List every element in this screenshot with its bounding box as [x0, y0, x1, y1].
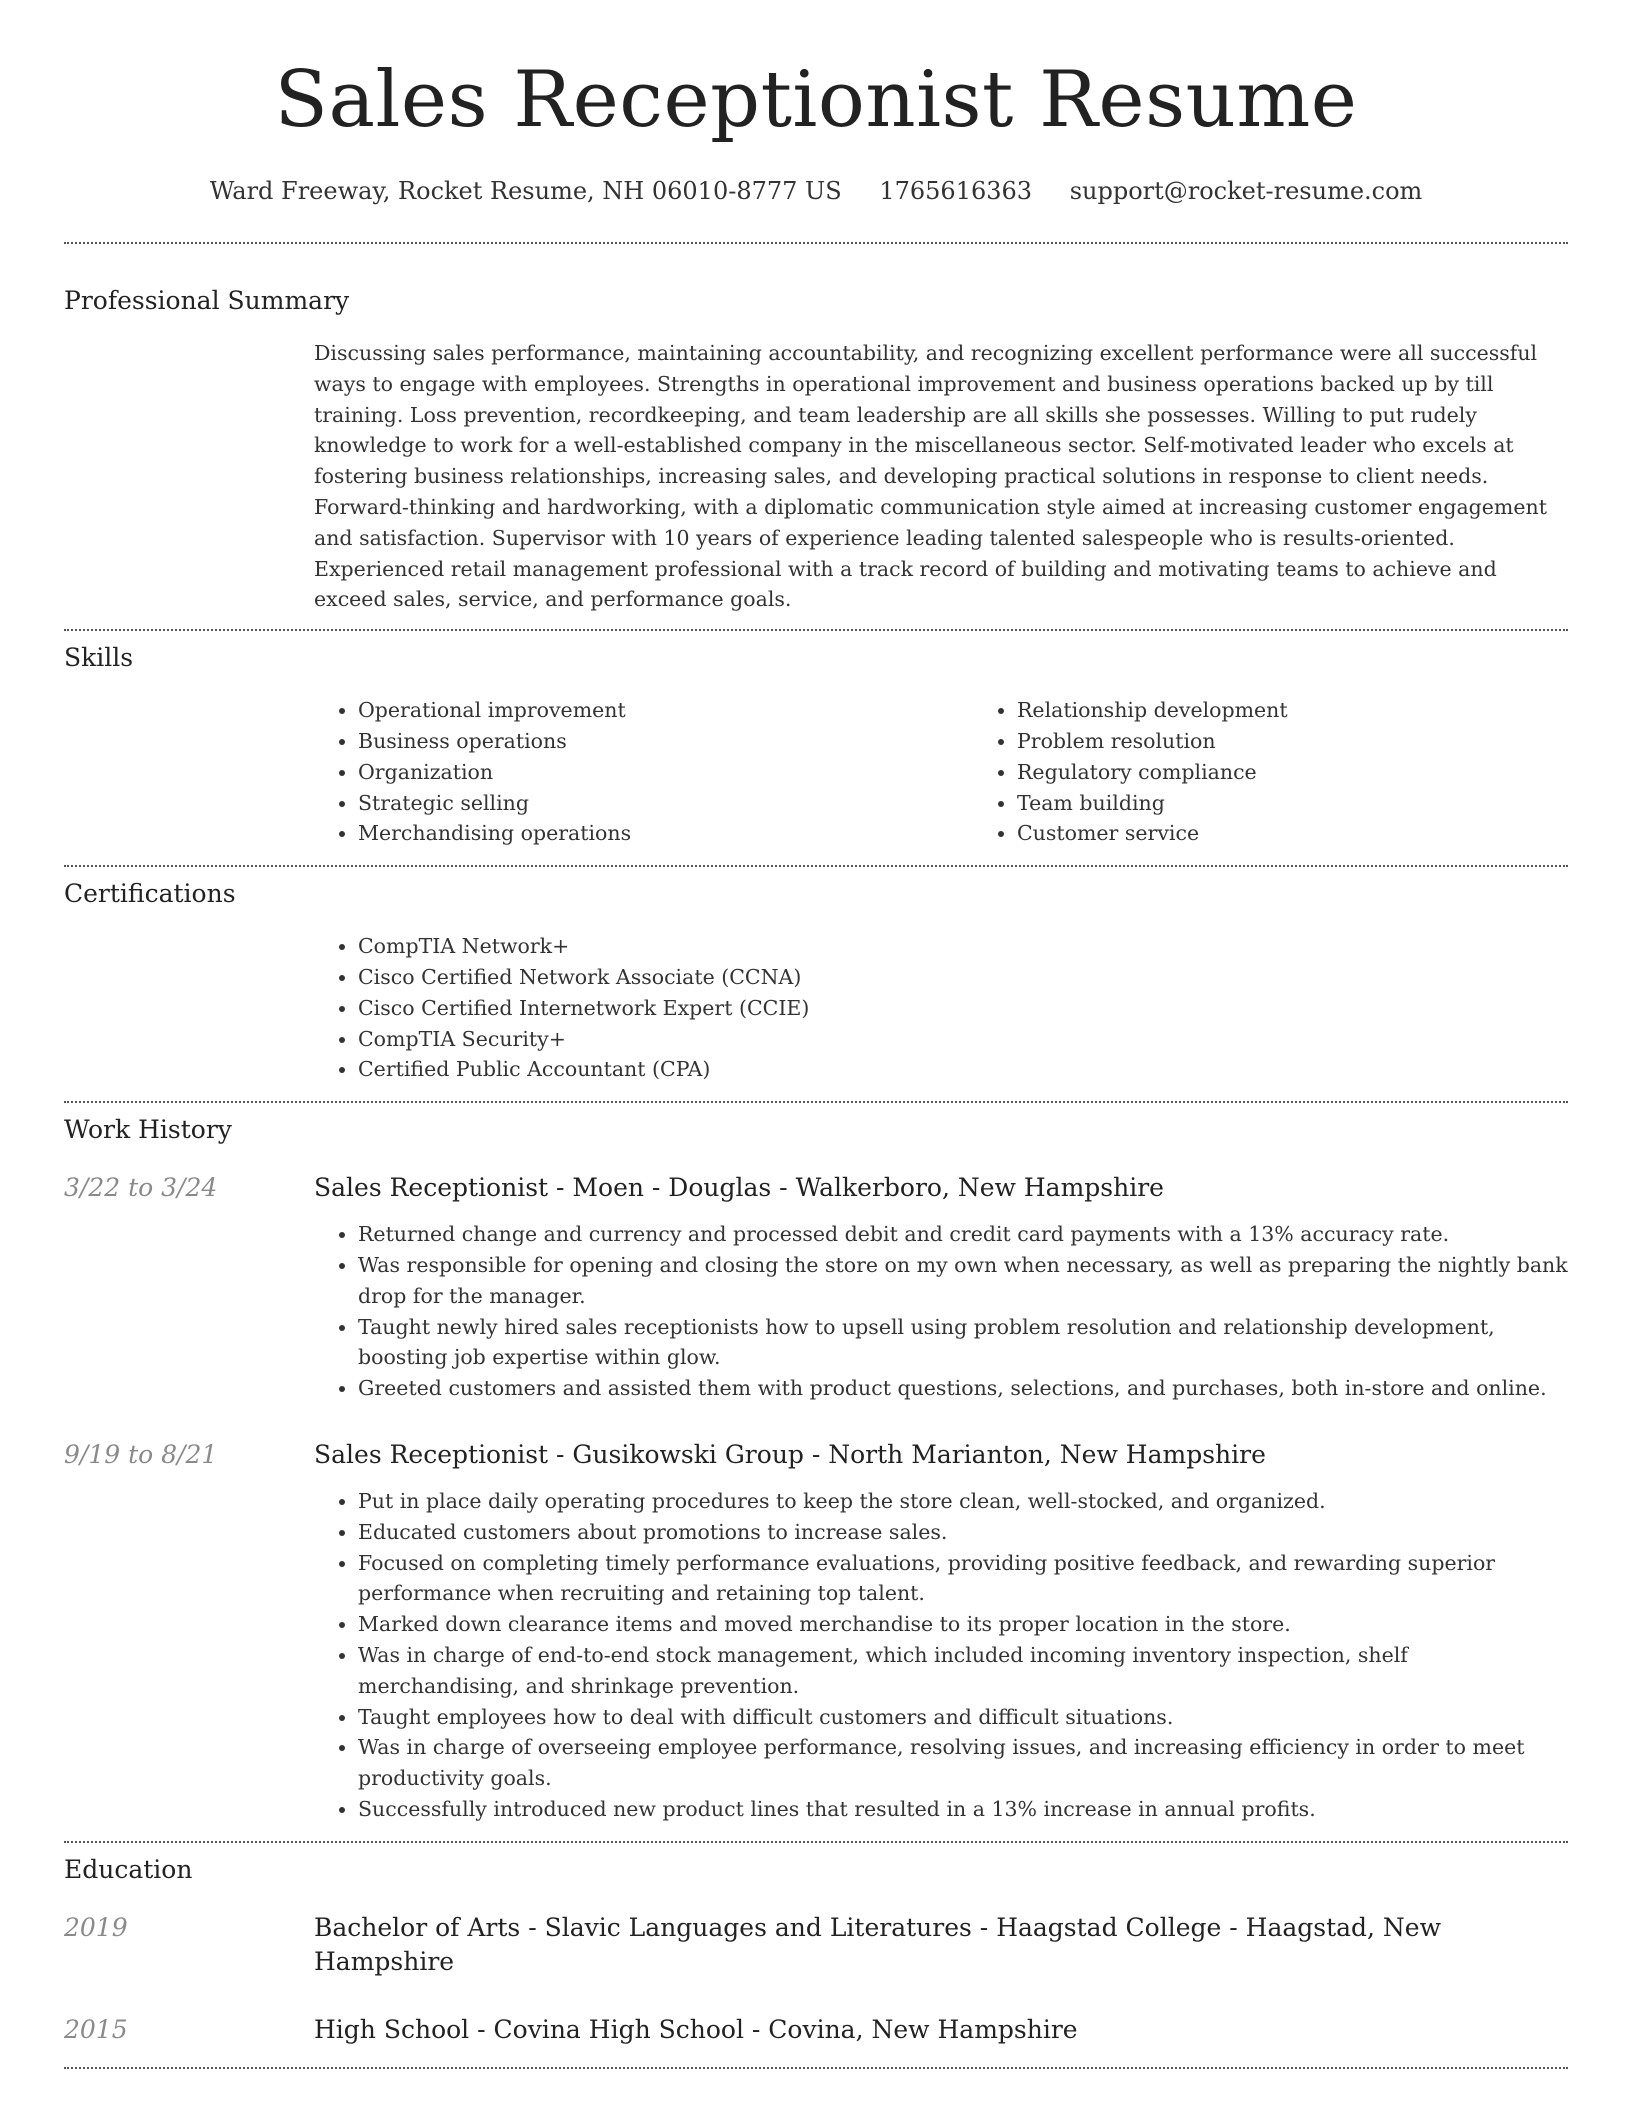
job-bullet: • Was responsible for opening and closing the store on my own when necessary, as well as preparing the nightly bank drop for the manager.	[358, 1250, 1568, 1312]
job-bullet: • Educated customers about promotions to increase sales.	[358, 1517, 1568, 1548]
education-title: High School - Covina High School - Covina, New Hampshire	[314, 2014, 1078, 2044]
job-bullet: • Greeted customers and assisted them with product questions, selections, and purchases, both in-store and online.	[358, 1373, 1568, 1404]
job-bullets	[314, 1219, 1568, 1404]
certification-item: • Cisco Certified Internetwork Expert (CCIE)	[358, 993, 1568, 1024]
certification-item: • Certified Public Accountant (CPA)	[358, 1054, 1568, 1085]
resume-page	[64, 0, 1568, 2069]
divider	[64, 2067, 1568, 2069]
skills-grid	[314, 695, 1568, 849]
skill-item: • Strategic selling	[358, 788, 973, 819]
skills-list-right	[973, 695, 1632, 849]
job-bullet: • Was in charge of end-to-end stock management, which included incoming inventory inspection, shelf merchandising, and shrinkage prevention.	[358, 1640, 1568, 1702]
divider	[64, 1841, 1568, 1843]
job-bullet: • Put in place daily operating procedures to keep the store clean, well-stocked, and organized.	[358, 1486, 1568, 1517]
education-year: 2015	[64, 2014, 128, 2044]
contact-email[interactable]: support@rocket-resume.com	[1069, 177, 1423, 205]
education-year: 2019	[64, 1912, 128, 1942]
divider	[64, 242, 1568, 244]
certification-item: • Cisco Certified Network Associate (CCNA)	[358, 962, 1568, 993]
job-bullet: • Was in charge of overseeing employee performance, resolving issues, and increasing efficiency in order to meet productivity goals.	[358, 1732, 1568, 1794]
job-bullet: • Focused on completing timely performance evaluations, providing positive feedback, and rewarding superior performance when recruiting and retaining top talent.	[358, 1548, 1568, 1610]
section-heading-skills: Skills	[64, 643, 134, 673]
contact-address: Ward Freeway, Rocket Resume, NH 06010-8777 US	[209, 177, 842, 205]
job-title: Sales Receptionist - Gusikowski Group - North Marianton, New Hampshire	[314, 1439, 1266, 1469]
education-title: Bachelor of Arts - Slavic Languages and Literatures - Haagstad College - Haagstad, New Hampshire	[314, 1912, 1442, 1976]
job-entry	[64, 1438, 1568, 1825]
job-bullet: • Returned change and currency and processed debit and credit card payments with a 13% accuracy rate.	[358, 1219, 1568, 1250]
job-title: Sales Receptionist - Moen - Douglas - Walkerboro, New Hampshire	[314, 1173, 1164, 1203]
divider	[64, 1101, 1568, 1103]
divider	[64, 629, 1568, 631]
section-heading-work-history: Work History	[64, 1115, 232, 1145]
certifications-section	[64, 877, 1568, 1085]
certification-item: • CompTIA Network+	[358, 931, 1568, 962]
skills-section	[64, 641, 1568, 849]
resume-title: Sales Receptionist Resume	[274, 55, 1358, 145]
work-history-section	[64, 1113, 1568, 1825]
skill-item: • Business operations	[358, 726, 973, 757]
skill-item: • Organization	[358, 757, 973, 788]
education-entry	[64, 1911, 1568, 1979]
section-heading-summary: Professional Summary	[64, 286, 350, 315]
job-header	[64, 1171, 1568, 1205]
job-bullet: • Taught employees how to deal with difficult customers and difficult situations.	[358, 1702, 1568, 1733]
contact-phone: 1765616363	[879, 177, 1033, 205]
job-bullets-wrapper	[314, 1486, 1568, 1825]
job-bullets-wrapper	[314, 1219, 1568, 1404]
divider	[64, 865, 1568, 867]
job-bullet: • Successfully introduced new product lines that resulted in a 13% increase in annual profits.	[358, 1794, 1568, 1825]
section-heading-certifications: Certifications	[64, 879, 236, 909]
job-bullet: • Marked down clearance items and moved merchandise to its proper location in the store.	[358, 1609, 1568, 1640]
skill-item: • Relationship development	[1017, 695, 1632, 726]
skill-item: • Operational improvement	[358, 695, 973, 726]
job-dates: 3/22 to 3/24	[64, 1173, 218, 1203]
summary-section	[64, 284, 1568, 615]
certification-item: • CompTIA Security+	[358, 1024, 1568, 1055]
job-dates: 9/19 to 8/21	[64, 1439, 218, 1469]
skill-item: • Regulatory compliance	[1017, 757, 1632, 788]
certifications-wrapper	[314, 931, 1568, 1085]
skills-list-left	[314, 695, 973, 849]
summary-text: Discussing sales performance, maintaining accountability, and recognizing excellent performance were all successful ways to engage with employees. Strengths in operational improvement and business operations backed up by till training. Loss prevention, recordkeeping, and team leadership are all skills she possesses. Willing to put rudely knowledge to work for a well-established company in the miscellaneous sector. Self-motivated leader who excels at fostering business relationships, increasing sales, and developing practical solutions in response to client needs. Forward-thinking and hardworking, with a diplomatic communication style aimed at increasing customer engagement and satisfaction. Supervisor with 10 years of experience leading talented salespeople who is results-oriented. Experienced retail management professional with a track record of building and motivating teams to achieve and exceed sales, service, and performance goals.	[314, 341, 1547, 612]
section-heading-education: Education	[64, 1854, 193, 1884]
job-header	[64, 1438, 1568, 1472]
job-bullets	[314, 1486, 1568, 1825]
skill-item: • Customer service	[1017, 818, 1632, 849]
skill-item: • Problem resolution	[1017, 726, 1632, 757]
skill-item: • Team building	[1017, 788, 1632, 819]
education-section	[64, 1853, 1568, 2047]
certifications-list	[314, 931, 1568, 1085]
skill-item: • Merchandising operations	[358, 818, 973, 849]
education-entry	[64, 2013, 1568, 2047]
job-bullet: • Taught newly hired sales receptionists how to upsell using problem resolution and relationship development, boosting job expertise within glow.	[358, 1312, 1568, 1374]
contact-line	[64, 174, 1568, 208]
job-entry	[64, 1171, 1568, 1404]
